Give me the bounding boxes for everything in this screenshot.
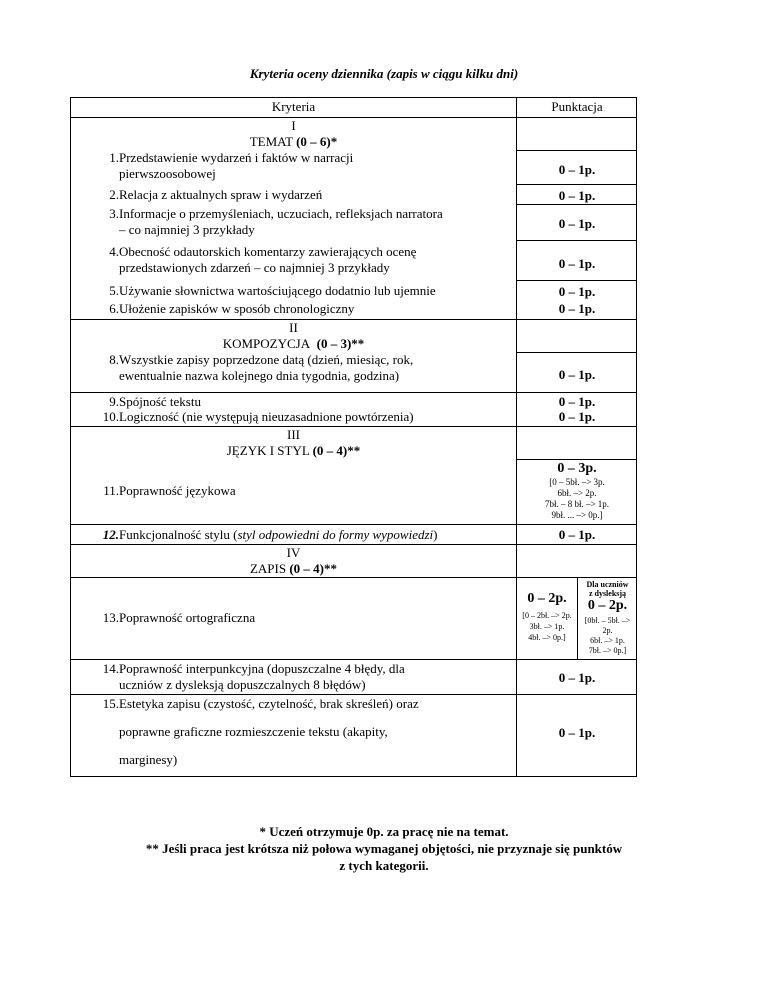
item-points: 0 – 2p. [527,591,567,606]
points-detail: [0 – 2bł. –> 2p. [522,611,572,620]
item-number: 1. [109,150,119,165]
item-points: 0 – 1p. [558,256,596,271]
dyslexia-header: z dysleksją [588,589,627,598]
item-text: Logiczność (nie występują nieuzasadnione powtórzenia) [119,409,414,424]
item-number: 6. [109,301,119,316]
item-points: 0 – 1p. [558,409,596,424]
points-dyslexia [578,578,637,660]
table-row [71,409,636,426]
item-points: 0 – 1p. [558,725,596,740]
header-criteria: Kryteria [271,99,316,114]
item-text: Informacje o przemyśleniach, uczuciach, refleksjach narratora [119,206,443,221]
item-number: 12. [102,527,119,542]
item-points: 0 – 1p. [558,216,596,231]
item-text: marginesy) [119,752,178,767]
item-text: Ułożenie zapisków w sposób chronologiczny [119,301,355,316]
item-text: Estetyka zapisu (czystość, czytelność, brak skreśleń) oraz [119,696,419,711]
item-text: Wszystkie zapisy poprzedzone datą (dzień, miesiąc, rok, [119,352,414,367]
item-points: 0 – 1p. [558,527,596,542]
criteria-table [70,97,637,777]
item-text: Używanie słownictwa wartościującego dodatnio lub ujemnie [119,283,436,298]
footnote-2-continued: z tych kategorii. [339,858,429,873]
points-detail: 6bł. –> 2p. [557,488,597,498]
footnote-1: * Uczeń otrzymuje 0p. za pracę nie na temat. [259,824,509,839]
points-detail: 2p. [602,626,613,635]
item-text: uczniów z dysleksją dopuszczalnych 8 błędów) [119,677,366,692]
table-row [71,694,636,777]
item-text: Poprawność językowa [119,483,236,498]
item-text-italic: styl odpowiedni do formy wypowiedzi [237,527,434,542]
document-title: Kryteria oceny dziennika (zapis w ciągu kilku dni) [249,66,519,81]
item-number: 15. [102,696,119,711]
item-number: 5. [109,283,119,298]
item-text: ) [433,527,438,542]
points-detail: 4bł. –> 0p.] [528,633,566,642]
section-jezyk [71,426,636,460]
item-text: ewentualnie nazwa kolejnego dnia tygodnia, godzina) [119,368,400,383]
item-points: 0 – 1p. [558,162,596,177]
points-detail: 3bł. –> 1p. [529,622,565,631]
table-row [71,577,636,660]
item-points: 0 – 1p. [558,670,596,685]
dyslexia-header: Dla uczniów [586,580,629,589]
item-points: 0 – 1p. [558,367,596,382]
item-text: Spójność tekstu [119,394,201,409]
section-range: (0 – 6)* [296,134,338,149]
table-row [71,150,636,184]
points-detail: 7bł. –> 0p.] [588,646,627,655]
table-row [71,392,636,410]
item-points: 0 – 3p. [557,461,597,476]
points-detail: [0 – 5bł. –> 3p. [549,477,605,487]
points-detail: 6bł. –> 1p. [590,636,625,645]
item-text: Poprawność ortograficzna [119,610,256,625]
item-points: 0 – 1p. [558,284,596,299]
item-text: pierwszoosobowej [119,166,216,181]
section-roman: IV [286,545,301,560]
section-temat [71,117,636,151]
item-points: 0 – 1p. [558,394,596,409]
points-detail: [0bł. – 5bł. –> [584,616,631,625]
item-number: 13. [102,610,119,625]
item-number: 2. [109,187,119,202]
section-roman: III [287,427,300,442]
section-name: JĘZYK I STYL [226,443,310,458]
item-points: 0 – 2p. [587,598,628,613]
item-text: Przedstawienie wydarzeń i faktów w narracji [119,150,354,165]
table-row [71,659,636,695]
item-text: poprawne graficzne rozmieszczenie tekstu (akapity, [119,724,388,739]
item-number: 9. [109,394,119,409]
points-detail: 7bł. – 8 bł. –> 1p. [544,499,610,509]
item-text: Relacja z aktualnych spraw i wydarzeń [119,187,323,202]
section-name: KOMPOZYCJA [222,336,311,351]
item-text: Funkcjonalność stylu ( [119,527,238,542]
table-row [71,300,636,319]
section-kompozycja [71,319,636,353]
item-number: 10. [102,409,119,424]
item-number: 4. [109,244,119,259]
table-row [71,184,636,204]
item-text: przedstawionych zdarzeń – co najmniej 3 przykłady [119,260,390,275]
points-standard [517,578,578,660]
footnote-2: ** Jeśli praca jest krótsza niż połowa wymaganej objętości, nie przyznaje się punktów [145,841,623,856]
section-zapis [71,544,636,578]
item-number: 11. [103,483,119,498]
item-text: – co najmniej 3 przykłady [119,222,255,237]
item-points: 0 – 1p. [558,188,596,203]
table-row [71,352,636,392]
section-roman: II [289,320,298,335]
table-row [71,204,636,240]
points-detail: 9bł. ... –> 0p.] [551,510,603,520]
table-row [71,524,636,545]
item-text: Obecność odautorskich komentarzy zawierających ocenę [119,244,417,259]
section-roman: I [291,118,296,133]
section-range: (0 – 4)** [312,443,361,458]
item-number: 3. [109,206,119,221]
table-header [71,98,636,117]
table-row [71,280,636,300]
header-points: Punktacja [516,98,637,117]
section-name: TEMAT [249,134,293,149]
section-name: ZAPIS [249,561,287,576]
table-row [71,240,636,280]
section-range: (0 – 4)** [289,561,338,576]
item-text: Poprawność interpunkcyjna (dopuszczalne 4 błędy, dla [119,661,405,676]
table-row [71,459,636,524]
section-range: (0 – 3)** [316,336,365,351]
item-number: 8. [109,352,119,367]
item-points: 0 – 1p. [558,301,596,316]
item-number: 14. [102,661,119,676]
